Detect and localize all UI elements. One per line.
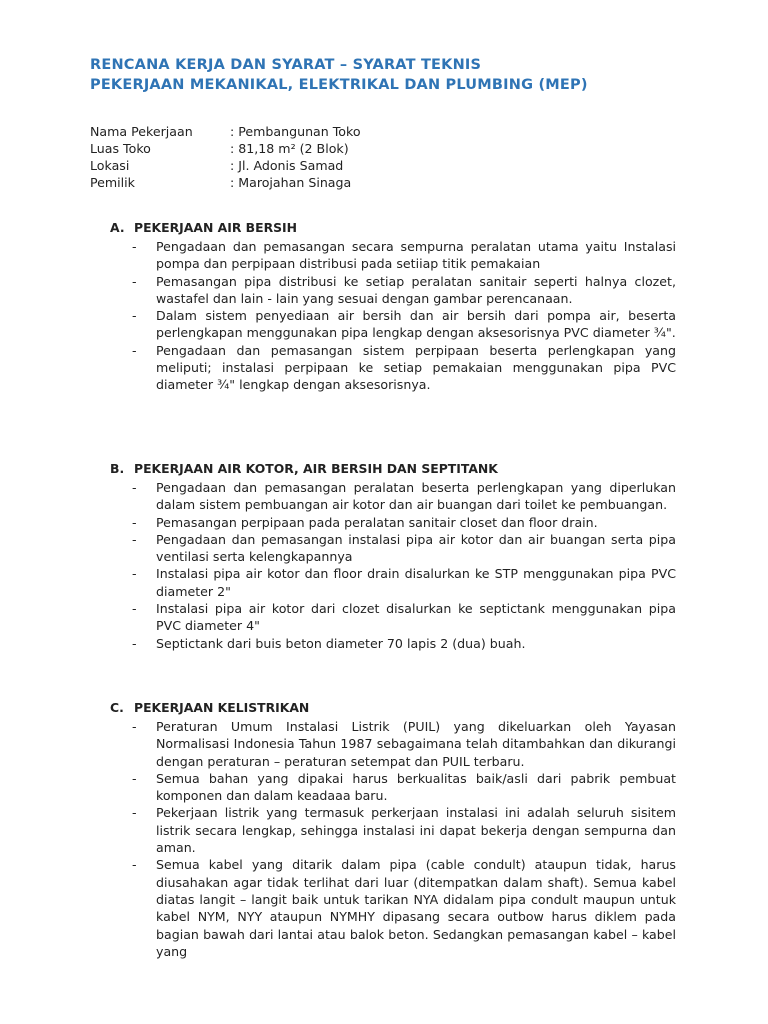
info-value: : 81,18 m² (2 Blok) <box>230 141 349 156</box>
list-item-text: Pengadaan dan pemasangan peralatan beserta perlengkapan yang diperlukan dalam sistem pembuangan air kotor dan air buangan dari toilet ke pembuangan. <box>156 480 676 513</box>
bullet-dash: - <box>132 635 137 651</box>
section-title: PEKERJAAN AIR KOTOR, AIR BERSIH DAN SEPTITANK <box>134 461 498 476</box>
list-item-text: Pengadaan dan pemasangan sistem perpipaan beserta perlengkapan yang meliputi; instalasi perpipaan ke setiap pemakaian menggunakan pipa PVC diameter ¾" lengkap dengan aksesorisnya. <box>156 342 676 393</box>
bullet-dash: - <box>132 805 137 821</box>
section-letter: C. <box>110 700 124 715</box>
bullet-dash: - <box>132 601 137 617</box>
list-item-text: Dalam sistem penyediaan air bersih dan air bersih dari pompa air, beserta perlengkapan menggunakan pipa lengkap dengan aksesorisnya PVC diameter ¾". <box>156 308 676 341</box>
section-letter: B. <box>110 461 125 476</box>
bullet-dash: - <box>132 770 137 786</box>
title-line-2: PEKERJAAN MEKANIKAL, ELEKTRIKAL DAN PLUMBING (MEP) <box>90 77 588 93</box>
section-title: PEKERJAAN KELISTRIKAN <box>134 700 310 715</box>
list-item <box>110 479 676 514</box>
bullet-dash: - <box>132 514 137 530</box>
list-item-text: Septictank dari buis beton diameter 70 lapis 2 (dua) buah. <box>156 635 526 651</box>
info-value: : Jl. Adonis Samad <box>230 158 344 173</box>
section-heading <box>110 219 676 236</box>
list-item <box>110 718 676 770</box>
list-item-text: Semua bahan yang dipakai harus berkualitas baik/asli dari pabrik pembuat komponen dan dalam keadaaa baru. <box>156 770 676 804</box>
info-label: Nama Pekerjaan <box>90 124 193 139</box>
bullet-dash: - <box>132 857 137 873</box>
bullet-dash: - <box>132 480 137 495</box>
list-item-text: Peraturan Umum Instalasi Listrik (PUIL) yang dikeluarkan oleh Yayasan Normalisasi Indonesia Tahun 1987 sebagaimana telah ditambahkan dan dikurangi dengan peraturan – peraturan setempat dan PUIL terbaru. <box>156 719 676 769</box>
info-row <box>90 174 361 191</box>
document-title <box>90 55 588 95</box>
list-item-text: Instalasi pipa air kotor dari clozet disalurkan ke septictank menggunakan pipa PVC diameter 4" <box>156 601 676 634</box>
project-info <box>90 123 361 191</box>
info-row <box>90 157 361 174</box>
list-item <box>110 531 676 566</box>
info-value: : Pembangunan Toko <box>230 124 361 139</box>
bullet-dash: - <box>132 566 137 582</box>
list-item <box>110 307 676 342</box>
title-line-1: RENCANA KERJA DAN SYARAT – SYARAT TEKNIS <box>90 57 482 73</box>
list-item-text: Pekerjaan listrik yang termasuk perkerjaan instalasi ini adalah seluruh sisitem listrik secara lengkap, sehingga instalasi ini dapat bekerja dengan sempurna dan aman. <box>156 805 676 856</box>
section-heading <box>110 460 676 477</box>
list-item-text: Pengadaan dan pemasangan secara sempurna peralatan utama yaitu Instalasi pompa dan perpipaan distribusi pada setiiap titik pemakaian <box>156 239 676 272</box>
section-b <box>110 460 676 652</box>
list-item-text: Pemasangan pipa distribusi ke setiap peralatan sanitair seperti halnya clozet, wastafel dan lain - lain yang sesuai dengan gambar perencanaan. <box>156 273 676 306</box>
list-item <box>110 635 676 652</box>
info-value: : Marojahan Sinaga <box>230 175 352 190</box>
bullet-dash: - <box>132 719 137 734</box>
list-item <box>110 342 676 394</box>
section-heading <box>110 699 676 716</box>
bullet-dash: - <box>132 531 137 547</box>
info-label: Luas Toko <box>90 141 151 156</box>
list-item <box>110 565 676 600</box>
list-item <box>110 856 676 960</box>
section-title: PEKERJAAN AIR BERSIH <box>134 220 298 235</box>
list-item-text: Instalasi pipa air kotor dan floor drain disalurkan ke STP menggunakan pipa PVC diameter 2" <box>156 566 676 599</box>
list-item <box>110 273 676 308</box>
list-item-text: Pengadaan dan pemasangan instalasi pipa air kotor dan air buangan serta pipa ventilasi serta kelengkapannya <box>156 531 676 565</box>
info-row <box>90 123 361 140</box>
bullet-dash: - <box>132 308 137 324</box>
section-letter: A. <box>110 220 125 235</box>
list-item <box>110 238 676 273</box>
list-item <box>110 770 676 805</box>
bullet-dash: - <box>132 342 137 358</box>
info-label: Lokasi <box>90 158 130 173</box>
info-row <box>90 140 361 157</box>
bullet-dash: - <box>132 273 137 289</box>
list-item-text: Semua kabel yang ditarik dalam pipa (cable condult) ataupun tidak, harus diusahakan agar tidak terlihat dari luar (ditempatkan dalam shaft). Semua kabel diatas langit – langit baik untuk tarikan NYA didalam pipa condult maupun untuk kabel NYM, NYY ataupun NYMHY dipasang secara outbow harus diklem pada bagian bawah dari lantai atau balok beton. Sedangkan pemasangan kabel – kabel yang <box>156 857 676 959</box>
list-item-text: Pemasangan perpipaan pada peralatan sanitair closet dan floor drain. <box>156 514 598 530</box>
list-item <box>110 514 676 531</box>
section-c <box>110 699 676 960</box>
list-item <box>110 600 676 635</box>
list-item <box>110 804 676 856</box>
info-label: Pemilik <box>90 175 135 190</box>
bullet-dash: - <box>132 239 137 254</box>
section-a <box>110 219 676 394</box>
